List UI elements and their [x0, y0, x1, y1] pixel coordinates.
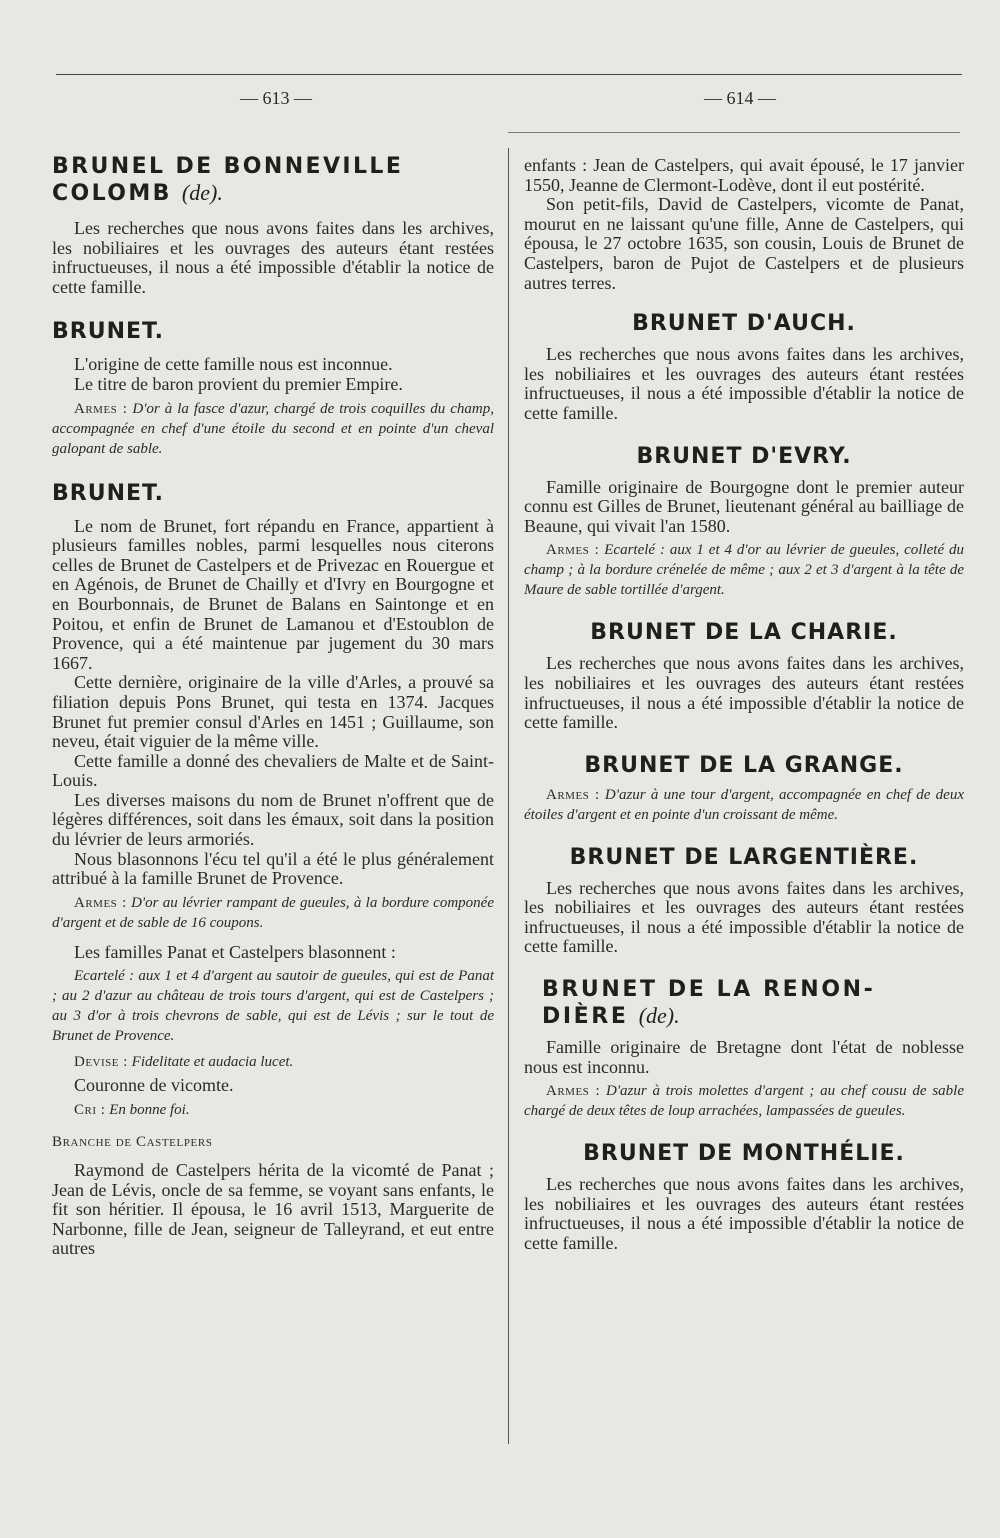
section-title: BRUNET.: [52, 319, 165, 345]
paragraph: Famille originaire de Bourgogne dont le premier auteur connu est Gilles de Brunet, lieutenant général au bailliage de Beaune, qui vivait l'an 1580.: [524, 476, 964, 536]
paragraph: enfants : Jean de Castelpers, qui avait épousé, le 17 janvier 1550, Jeanne de Clermont-Lodève, dont il eut postérité.: [524, 155, 964, 195]
title-particle: (de).: [638, 1003, 680, 1029]
cri-label: Cri :: [74, 1102, 106, 1119]
section-title: BRUNET DE MONTHÉLIE.: [583, 1141, 905, 1167]
section-title: BRUNET D'AUCH.: [632, 311, 856, 337]
arms-text: D'or au lévrier rampant de gueules, à la bordure componée d'argent et de sable de 16 coupons.: [52, 894, 494, 931]
paragraph: Couronne de vicomte.: [74, 1075, 234, 1096]
arms-label: Armes :: [74, 894, 127, 911]
arms-text: D'azur à trois molettes d'argent ; au chef cousu de sable chargé de deux têtes de loup arrachées, lampassées de gueules.: [524, 1083, 965, 1120]
paragraph: Les diverses maisons du nom de Brunet n'offrent que de légères différences, soit dans les émaux, soit dans la position du lévrier de leurs armoriés.: [52, 789, 494, 850]
paragraph: Son petit-fils, David de Castelpers, vicomte de Panat, mourut en ne laissant qu'une fille, Anne de Castelpers, qui épousa, le 27 octobre 1635, son cousin, Louis de Brunet de Castelpers, baron de Pujot de Castelpers et de plusieurs autres terres.: [524, 194, 964, 293]
title-line: COLOMB: [52, 181, 172, 206]
section-title: BRUNET.: [52, 480, 165, 506]
arms-description: [52, 399, 494, 459]
devise-label: Devise :: [74, 1054, 128, 1071]
title-line: BRUNEL DE BONNEVILLE: [52, 154, 404, 179]
paragraph: Cette famille a donné des chevaliers de Malte et de Saint-Louis.: [52, 750, 494, 791]
paragraph: Cette dernière, originaire de la ville d'Arles, a prouvé sa filiation depuis Pons Brunet, qui testa en 1374. Jacques Brunet fut premier consul d'Arles en 1451 ; Guillaume, son neveu, était viguier de la même ville.: [52, 672, 494, 752]
paragraph: Le titre de baron provient du premier Empire.: [74, 373, 403, 394]
section-title: BRUNET DE LARGENTIÈRE.: [569, 844, 919, 870]
devise: [52, 1052, 494, 1072]
arms-description: [524, 540, 964, 600]
arms-label: Armes :: [546, 1083, 601, 1100]
paragraph: Le nom de Brunet, fort répandu en France, appartient à plusieurs familles nobles, parmi lesquelles nous citerons celles de Brunet de Castelpers et de Privezac en Rouergue et en Agénois, de Brunet de Chailly et d'Ivry en Bourgogne et en Bourbonnais, de Brunet de Balans en Saintonge et en Poitou, et enfin de Brunet de Lamanou et d'Estoublon de Provence, qui a été maintenue par jugement du 30 mars 1667.: [52, 515, 494, 673]
top-rule: [56, 74, 962, 75]
paragraph: Les recherches que nous avons faites dans les archives, les nobiliaires et les ouvrages des auteurs étant restées infructueuses, il nous a été impossible d'établir la notice de cette famille.: [524, 877, 964, 957]
arms-label: Armes :: [546, 786, 600, 803]
page-number-left: — 613 —: [240, 88, 312, 108]
section-title: BRUNET DE LA CHARIE.: [590, 620, 898, 646]
title-line: DIÈRE: [542, 1004, 629, 1030]
cri-text: En bonne foi.: [109, 1102, 190, 1119]
paragraph: Les familles Panat et Castelpers blasonnent :: [74, 941, 396, 962]
title-particle: (de).: [181, 180, 223, 205]
section-title: BRUNET DE LA GRANGE.: [584, 752, 904, 778]
arms-text: Ecartelé : aux 1 et 4 d'or au lévrier de gueules, colleté du champ ; à la bordure crénelée de même ; aux 2 et 3 d'argent à la tête de Maure de sable tortillée d'argent.: [524, 542, 964, 599]
arms-description: [524, 785, 964, 825]
paragraph: Les recherches que nous avons faites dans les archives, les nobiliaires et les ouvrages des auteurs étant restées infructueuses, il nous a été impossible d'établir la notice de cette famille.: [524, 344, 964, 423]
devise-text: Fidelitate et audacia lucet.: [131, 1054, 294, 1071]
paragraph: Les recherches que nous avons faites dans les archives, les nobiliaires et les ouvrages des auteurs étant restées infructueuses, il nous a été impossible d'établir la notice de cette famille.: [52, 218, 494, 297]
arms-label: Armes :: [546, 542, 600, 559]
section-title: BRUNET D'EVRY.: [636, 443, 852, 469]
paragraph: Les recherches que nous avons faites dans les archives, les nobiliaires et les ouvrages des auteurs étant restées infructueuses, il nous a été impossible d'établir la notice de cette famille.: [524, 653, 964, 733]
column-divider: [508, 148, 509, 1444]
arms-description: [52, 893, 494, 933]
paragraph: Raymond de Castelpers hérita de la vicomté de Panat ; Jean de Lévis, oncle de sa femme, se voyant sans enfants, le fit son héritier. Il épousa, le 16 avril 1513, Marguerite de Narbonne, fille de Jean, seigneur de Talleyrand, et eut entre autres: [52, 1160, 494, 1259]
cri: [52, 1100, 494, 1120]
header-rule: [508, 132, 960, 133]
arms-description: [524, 1081, 964, 1121]
arms-label: Armes :: [74, 400, 128, 417]
paragraph: Famille originaire de Bretagne dont l'état de noblesse nous est inconnu.: [524, 1037, 964, 1077]
section-title: [524, 977, 964, 1030]
paragraph: Nous blasonnons l'écu tel qu'il a été le plus généralement attribué à la famille Brunet de Provence.: [52, 848, 494, 889]
blazon-text: Ecartelé : aux 1 et 4 d'argent au sautoir de gueules, qui est de Panat ; au 2 d'azur au château de trois tours d'argent, qui est de Castelpers ; au 3 d'or à trois chevrons de sable, qui est de Lévis ; sur le tout de Brunet de Provence.: [52, 968, 494, 1045]
arms-text: D'azur à une tour d'argent, accompagnée en chef de deux étoiles d'argent et en pointe d'un croissant de même.: [524, 786, 964, 823]
title-line: BRUNET DE LA RENON-: [542, 977, 876, 1003]
arms-text: D'or à la fasce d'azur, chargé de trois coquilles du champ, accompagnée en chef d'une étoile du second et en pointe d'un cheval galopant de sable.: [52, 400, 494, 457]
paragraph: L'origine de cette famille nous est inconnue.: [74, 354, 393, 375]
right-column: [524, 150, 964, 1254]
paragraph: Les recherches que nous avons faites dans les archives, les nobiliaires et les ouvrages des auteurs étant restées infructueuses, il nous a été impossible d'établir la notice de cette famille.: [524, 1174, 964, 1254]
left-column: [52, 150, 494, 1259]
branch-heading: Branche de Castelpers: [52, 1134, 213, 1151]
section-title: [52, 154, 494, 207]
page-number-right: — 614 —: [704, 88, 776, 108]
